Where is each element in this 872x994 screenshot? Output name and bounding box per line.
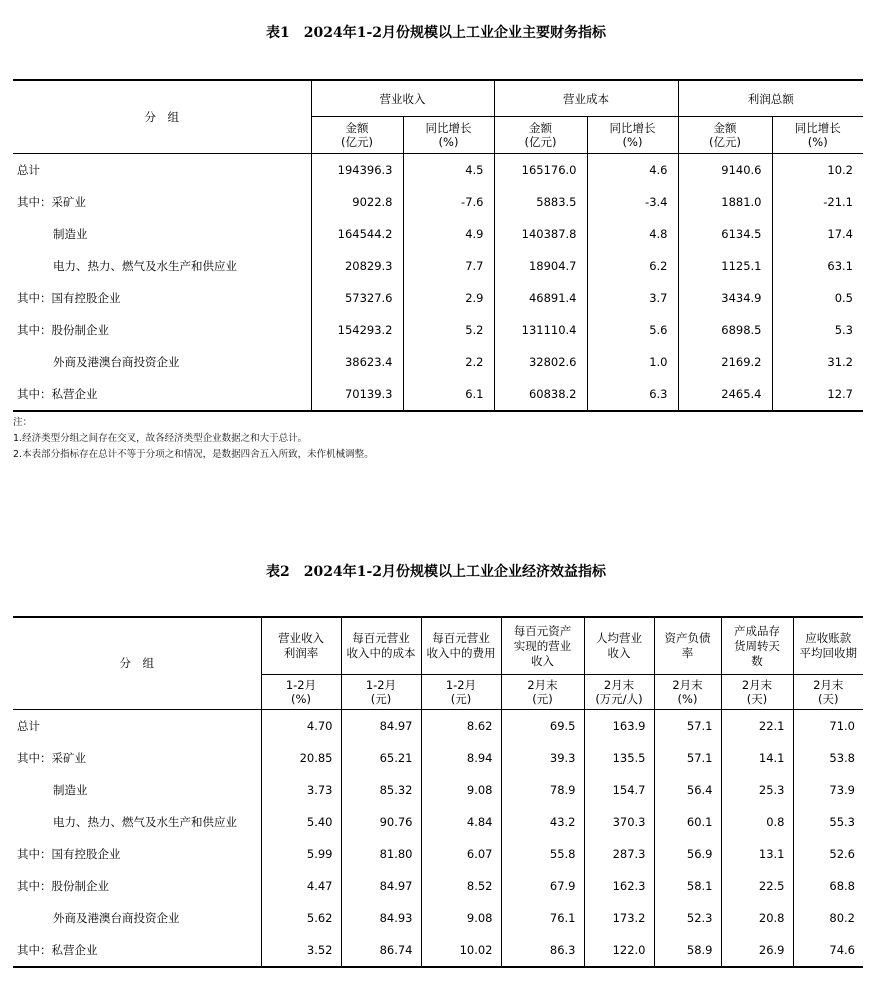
- sub-header: [311, 117, 403, 154]
- table-row: [13, 742, 863, 774]
- table-row: [13, 774, 863, 806]
- sub-header-unit: (%): [291, 692, 311, 706]
- sub-header-unit: (亿元): [524, 135, 557, 149]
- cell-value: 2.2: [403, 346, 494, 378]
- table-row: [13, 806, 863, 838]
- sub-header-unit: (%): [807, 135, 828, 149]
- cell-value: 90.76: [341, 806, 421, 838]
- table-row: [13, 282, 863, 314]
- sub-header: [793, 675, 863, 710]
- cell-value: 43.2: [501, 806, 584, 838]
- table-row: [13, 186, 863, 218]
- cell-value: 194396.3: [311, 154, 403, 187]
- cell-value: 2.9: [403, 282, 494, 314]
- cell-value: 154293.2: [311, 314, 403, 346]
- table-row: [13, 346, 863, 378]
- row-label: 制造业: [53, 227, 88, 241]
- cell-value: 85.32: [341, 774, 421, 806]
- cell-value: 32802.6: [494, 346, 587, 378]
- cell-value: 74.6: [793, 934, 863, 967]
- table1-title: 表1 2024年1-2月份规模以上工业企业主要财务指标: [266, 25, 606, 41]
- sub-header-measure: 1-2月: [445, 678, 477, 692]
- sub-header: [261, 675, 341, 710]
- cell-value: 31.2: [772, 346, 863, 378]
- cell-value: -7.6: [403, 186, 494, 218]
- cell-value: 1.0: [587, 346, 678, 378]
- cell-value: 122.0: [584, 934, 654, 967]
- cell-value: 5.40: [261, 806, 341, 838]
- row-label: 其中：国有控股企业: [17, 847, 121, 861]
- cell-value: 57327.6: [311, 282, 403, 314]
- row-label: 其中：私营企业: [17, 943, 98, 957]
- sub-header-measure: 2月末: [672, 678, 703, 692]
- cell-value: 18904.7: [494, 250, 587, 282]
- col-header-line: 实现的营业: [513, 638, 572, 653]
- col-header-line: 每百元营业: [352, 631, 410, 645]
- sub-header-unit: (天): [818, 692, 839, 706]
- sub-header-unit: (%): [677, 692, 698, 706]
- col-header-line: 收入: [531, 653, 554, 668]
- cell-value: 39.3: [501, 742, 584, 774]
- cell-value: 10.02: [421, 934, 501, 967]
- col-header: [654, 617, 721, 675]
- row-label: 电力、热力、燃气及水生产和供应业: [53, 815, 237, 829]
- cell-value: 7.7: [403, 250, 494, 282]
- sub-header-measure: 同比增长: [425, 121, 472, 135]
- col-header-line: 每百元资产: [513, 623, 572, 638]
- sub-header: [587, 117, 678, 154]
- cell-value: 370.3: [584, 806, 654, 838]
- cell-value: 3.73: [261, 774, 341, 806]
- cell-value: 3.7: [587, 282, 678, 314]
- group-header: 分 组: [13, 617, 261, 710]
- col-header-line: 数: [751, 653, 763, 668]
- sub-header-unit: (元): [450, 692, 472, 706]
- sub-header-measure: 2月末: [603, 678, 635, 692]
- col-header: [584, 617, 654, 675]
- table-row: [13, 314, 863, 346]
- cell-value: 22.5: [721, 870, 793, 902]
- sub-header-measure: 金额: [713, 121, 737, 135]
- cell-value: 8.52: [421, 870, 501, 902]
- cell-value: 5883.5: [494, 186, 587, 218]
- table-row: [13, 154, 863, 187]
- col-header-line: 货周转天: [734, 638, 780, 653]
- row-label: 电力、热力、燃气及水生产和供应业: [53, 259, 237, 273]
- cell-value: 78.9: [501, 774, 584, 806]
- cell-value: 4.8: [587, 218, 678, 250]
- cell-value: 1881.0: [678, 186, 772, 218]
- cell-value: 13.1: [721, 838, 793, 870]
- cell-value: 0.5: [772, 282, 863, 314]
- sub-header-unit: (万元/人): [595, 692, 643, 706]
- cell-value: 52.3: [654, 902, 721, 934]
- cell-value: 81.80: [341, 838, 421, 870]
- sub-header-unit: (%): [438, 135, 459, 149]
- cell-value: 53.8: [793, 742, 863, 774]
- cell-value: 4.47: [261, 870, 341, 902]
- col-header: [421, 617, 501, 675]
- cell-value: 135.5: [584, 742, 654, 774]
- table-notes: [13, 415, 374, 463]
- sub-header: [403, 117, 494, 154]
- cell-value: 4.84: [421, 806, 501, 838]
- efficiency-indicators-table: [13, 616, 863, 968]
- cell-value: 20.8: [721, 902, 793, 934]
- cell-value: 84.97: [341, 710, 421, 743]
- sub-header: [678, 117, 772, 154]
- sub-header: [584, 675, 654, 710]
- cell-value: 10.2: [772, 154, 863, 187]
- cell-value: 52.6: [793, 838, 863, 870]
- cell-value: 20829.3: [311, 250, 403, 282]
- cell-value: 163.9: [584, 710, 654, 743]
- sub-header-unit: (亿元): [341, 135, 373, 149]
- table-row: [13, 934, 863, 967]
- col-header: [721, 617, 793, 675]
- cell-value: 2169.2: [678, 346, 772, 378]
- cell-value: 1125.1: [678, 250, 772, 282]
- sub-header-measure: 金额: [345, 121, 369, 135]
- sub-header: [341, 675, 421, 710]
- cell-value: 84.97: [341, 870, 421, 902]
- col-group-cost: 营业成本: [494, 80, 678, 117]
- col-header: [501, 617, 584, 675]
- cell-value: 25.3: [721, 774, 793, 806]
- cell-value: 164544.2: [311, 218, 403, 250]
- table-row: [13, 710, 863, 743]
- cell-value: 68.8: [793, 870, 863, 902]
- cell-value: 4.70: [261, 710, 341, 743]
- row-label: 总计: [17, 719, 40, 733]
- cell-value: 63.1: [772, 250, 863, 282]
- col-header-line: 利润率: [283, 646, 319, 660]
- cell-value: 5.2: [403, 314, 494, 346]
- note-heading: 注：: [13, 417, 33, 428]
- cell-value: 4.9: [403, 218, 494, 250]
- sub-header: [501, 675, 584, 710]
- cell-value: 131110.4: [494, 314, 587, 346]
- note-line: 2.本表部分指标存在总计不等于分项之和情况，是数据四舍五入所致，未作机械调整。: [13, 449, 374, 460]
- row-label: 制造业: [53, 783, 88, 797]
- cell-value: 17.4: [772, 218, 863, 250]
- col-header-line: 每百元营业: [432, 631, 490, 645]
- col-header-line: 平均回收期: [799, 646, 857, 660]
- cell-value: 55.3: [793, 806, 863, 838]
- table-row: [13, 250, 863, 282]
- cell-value: 84.93: [341, 902, 421, 934]
- row-label: 外商及港澳台商投资企业: [53, 911, 180, 925]
- cell-value: 38623.4: [311, 346, 403, 378]
- cell-value: 86.3: [501, 934, 584, 967]
- table-row: [13, 870, 863, 902]
- col-header-line: 收入: [607, 646, 631, 660]
- row-label: 总计: [17, 163, 40, 177]
- table-row: [13, 218, 863, 250]
- col-header-line: 营业收入: [278, 631, 324, 645]
- sub-header: [721, 675, 793, 710]
- cell-value: 6134.5: [678, 218, 772, 250]
- cell-value: 80.2: [793, 902, 863, 934]
- cell-value: 4.5: [403, 154, 494, 187]
- sub-header-unit: (%): [622, 135, 643, 149]
- cell-value: 20.85: [261, 742, 341, 774]
- cell-value: 9.08: [421, 774, 501, 806]
- cell-value: 60.1: [654, 806, 721, 838]
- row-label: 其中：股份制企业: [17, 879, 109, 893]
- cell-value: 6.07: [421, 838, 501, 870]
- table2-title: 表2 2024年1-2月份规模以上工业企业经济效益指标: [266, 564, 606, 580]
- row-label: 外商及港澳台商投资企业: [53, 355, 180, 369]
- col-header: [341, 617, 421, 675]
- cell-value: 6.2: [587, 250, 678, 282]
- cell-value: 5.6: [587, 314, 678, 346]
- cell-value: 3434.9: [678, 282, 772, 314]
- col-group-revenue: 营业收入: [311, 80, 494, 117]
- cell-value: 140387.8: [494, 218, 587, 250]
- financial-indicators-table: [13, 79, 863, 412]
- cell-value: 6.3: [587, 378, 678, 411]
- cell-value: 2465.4: [678, 378, 772, 411]
- cell-value: 71.0: [793, 710, 863, 743]
- sub-header-measure: 同比增长: [609, 121, 656, 135]
- group-header: 分 组: [13, 80, 311, 154]
- sub-header: [654, 675, 721, 710]
- sub-header-unit: (元): [370, 692, 392, 706]
- cell-value: 70139.3: [311, 378, 403, 411]
- row-label: 其中：国有控股企业: [17, 291, 121, 305]
- cell-value: 3.52: [261, 934, 341, 967]
- row-label: 其中：采矿业: [17, 195, 86, 209]
- table-row: [13, 378, 863, 411]
- cell-value: 56.9: [654, 838, 721, 870]
- cell-value: 8.94: [421, 742, 501, 774]
- col-header: [261, 617, 341, 675]
- sub-header: [772, 117, 863, 154]
- cell-value: 26.9: [721, 934, 793, 967]
- sub-header-measure: 1-2月: [285, 678, 317, 692]
- cell-value: 9140.6: [678, 154, 772, 187]
- col-header-line: 资产负债: [664, 631, 711, 645]
- cell-value: 56.4: [654, 774, 721, 806]
- cell-value: 162.3: [584, 870, 654, 902]
- cell-value: -3.4: [587, 186, 678, 218]
- sub-header-unit: (天): [746, 692, 768, 706]
- cell-value: 76.1: [501, 902, 584, 934]
- sub-header-measure: 金额: [529, 121, 552, 135]
- row-label: 其中：私营企业: [17, 387, 98, 401]
- sub-header-measure: 2月末: [527, 678, 558, 692]
- cell-value: 287.3: [584, 838, 654, 870]
- cell-value: 154.7: [584, 774, 654, 806]
- cell-value: 55.8: [501, 838, 584, 870]
- cell-value: -21.1: [772, 186, 863, 218]
- cell-value: 9022.8: [311, 186, 403, 218]
- cell-value: 57.1: [654, 710, 721, 743]
- sub-header-unit: (元): [532, 692, 553, 706]
- sub-header-measure: 1-2月: [365, 678, 397, 692]
- cell-value: 0.8: [721, 806, 793, 838]
- sub-header-measure: 同比增长: [794, 121, 841, 135]
- table-row: [13, 838, 863, 870]
- cell-value: 60838.2: [494, 378, 587, 411]
- cell-value: 58.9: [654, 934, 721, 967]
- row-label: 其中：股份制企业: [17, 323, 109, 337]
- cell-value: 165176.0: [494, 154, 587, 187]
- cell-value: 4.6: [587, 154, 678, 187]
- col-group-profit: 利润总额: [678, 80, 863, 117]
- cell-value: 14.1: [721, 742, 793, 774]
- cell-value: 12.7: [772, 378, 863, 411]
- cell-value: 9.08: [421, 902, 501, 934]
- cell-value: 46891.4: [494, 282, 587, 314]
- col-header-line: 产成品存: [734, 623, 780, 638]
- sub-header-measure: 2月末: [741, 678, 773, 692]
- cell-value: 8.62: [421, 710, 501, 743]
- cell-value: 5.62: [261, 902, 341, 934]
- cell-value: 6898.5: [678, 314, 772, 346]
- cell-value: 5.3: [772, 314, 863, 346]
- col-header-line: 率: [681, 646, 694, 660]
- note-line: 1.经济类型分组之间存在交叉，故各经济类型企业数据之和大于总计。: [13, 433, 308, 444]
- sub-header: [494, 117, 587, 154]
- col-header: [793, 617, 863, 675]
- col-header-line: 收入中的费用: [426, 646, 496, 660]
- sub-header: [421, 675, 501, 710]
- cell-value: 73.9: [793, 774, 863, 806]
- cell-value: 67.9: [501, 870, 584, 902]
- cell-value: 6.1: [403, 378, 494, 411]
- cell-value: 5.99: [261, 838, 341, 870]
- cell-value: 69.5: [501, 710, 584, 743]
- sub-header-unit: (亿元): [709, 135, 741, 149]
- cell-value: 173.2: [584, 902, 654, 934]
- col-header-line: 人均营业: [596, 631, 642, 645]
- cell-value: 65.21: [341, 742, 421, 774]
- cell-value: 86.74: [341, 934, 421, 967]
- table-row: [13, 902, 863, 934]
- cell-value: 22.1: [721, 710, 793, 743]
- row-label: 其中：采矿业: [17, 751, 86, 765]
- col-header-line: 收入中的成本: [346, 646, 416, 660]
- col-header-line: 应收账款: [805, 631, 852, 645]
- sub-header-measure: 2月末: [813, 678, 844, 692]
- cell-value: 57.1: [654, 742, 721, 774]
- cell-value: 58.1: [654, 870, 721, 902]
